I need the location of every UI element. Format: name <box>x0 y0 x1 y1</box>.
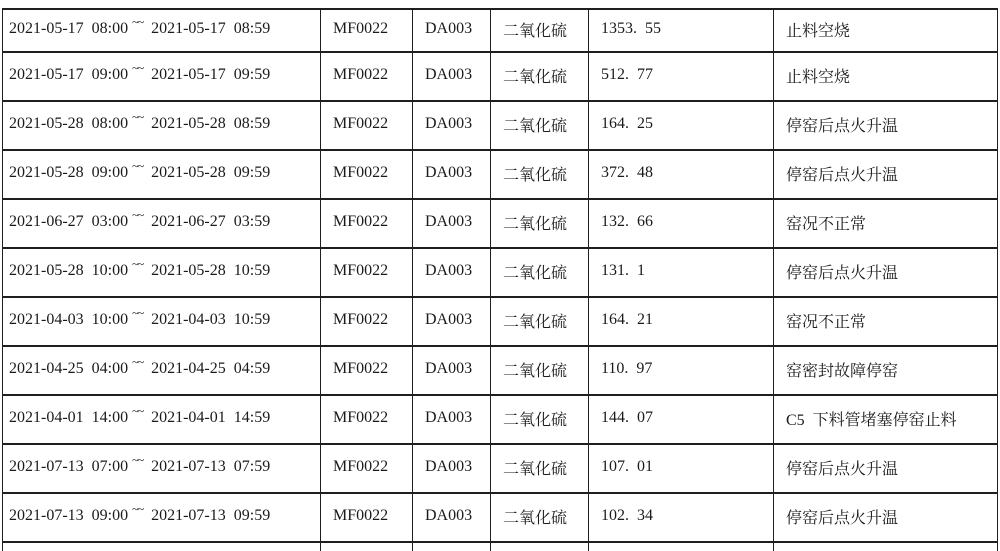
cell-device-code: DA003 <box>413 199 491 248</box>
time-range-start: 2021-04-01 14:00 <box>9 409 129 426</box>
cell-outlet-code: MF0022 <box>321 248 413 297</box>
time-range-end: 2021-06-27 03:59 <box>151 213 271 230</box>
cell-pollutant: 二氧化硫 <box>491 52 589 101</box>
cell-time-range <box>3 9 321 52</box>
cell-pollutant: 二氧化硫 <box>491 297 589 346</box>
range-tilde-icon: ~~ <box>132 306 144 320</box>
cell-value: 144. 07 <box>589 395 774 444</box>
cell-pollutant: 二氧化硫 <box>491 101 589 150</box>
cell-time-range <box>3 248 321 297</box>
cell-reason: 窑况不正常 <box>774 199 998 248</box>
cell-device-code: DA003 <box>413 395 491 444</box>
cell-outlet-code: MF0022 <box>321 444 413 493</box>
range-tilde-icon: ~~ <box>132 15 144 29</box>
time-range-start: 2021-07-13 09:00 <box>9 507 129 524</box>
cell-device-code: DA003 <box>413 248 491 297</box>
cell-time-range <box>3 444 321 493</box>
cell-pollutant: 二氧化硫 <box>491 346 589 395</box>
cell-outlet-code: MF0022 <box>321 346 413 395</box>
cell-outlet-code: MF0022 <box>321 101 413 150</box>
cell-reason: 停窑后点火升温 <box>774 150 998 199</box>
cell-outlet-code: MF0022 <box>321 9 413 52</box>
records-table <box>2 8 998 551</box>
cell-device-code: DA003 <box>413 444 491 493</box>
cell-outlet-code: MF0022 <box>321 493 413 542</box>
cell-outlet-code: MF0022 <box>321 52 413 101</box>
cell-outlet-code: MF0022 <box>321 199 413 248</box>
cell-outlet-code: MF0022 <box>321 395 413 444</box>
cell-device-code: DA003 <box>413 150 491 199</box>
cell-pollutant: 二氧化硫 <box>491 199 589 248</box>
time-range-end: 2021-05-17 08:59 <box>151 20 271 37</box>
cell-pollutant: 二氧化硫 <box>491 493 589 542</box>
cell-reason: 止料空烧 <box>774 52 998 101</box>
table-row <box>3 52 998 101</box>
cell-pollutant: 二氧化硫 <box>491 444 589 493</box>
range-tilde-icon: ~~ <box>132 453 144 467</box>
cell-outlet-code: MF0022 <box>321 150 413 199</box>
cell-value: 1353. 55 <box>589 9 774 52</box>
table-row-partial <box>3 542 998 551</box>
time-range-end: 2021-04-01 14:59 <box>151 409 271 426</box>
range-tilde-icon: ~~ <box>132 208 144 222</box>
cell-pollutant: 二氧化硫 <box>491 395 589 444</box>
cell-device-code: DA003 <box>413 9 491 52</box>
time-range-end: 2021-05-28 10:59 <box>151 262 271 279</box>
range-tilde-icon: ~~ <box>132 404 144 418</box>
cell-value: 164. 21 <box>589 297 774 346</box>
range-tilde-icon: ~~ <box>132 355 144 369</box>
time-range-start: 2021-06-27 03:00 <box>9 213 129 230</box>
cell-outlet-code: MF0022 <box>321 297 413 346</box>
time-range-end: 2021-04-25 04:59 <box>151 360 271 377</box>
time-range-start: 2021-05-17 09:00 <box>9 66 129 83</box>
cell-reason: 停窑后点火升温 <box>774 248 998 297</box>
cell-pollutant: 二氧化硫 <box>491 9 589 52</box>
cell-reason: C5 下料管堵塞停窑止料 <box>774 395 998 444</box>
cell-reason: 窑况不正常 <box>774 297 998 346</box>
cell-time-range <box>3 199 321 248</box>
cell-time-range <box>3 101 321 150</box>
cell-device-code: DA003 <box>413 346 491 395</box>
time-range-start: 2021-07-13 07:00 <box>9 458 129 475</box>
table-row <box>3 346 998 395</box>
cell-pollutant: 二氧化硫 <box>491 248 589 297</box>
time-range-start: 2021-04-03 10:00 <box>9 311 129 328</box>
cell-time-range <box>3 542 321 551</box>
cell-value: 107. 01 <box>589 444 774 493</box>
cell-value: 110. 97 <box>589 346 774 395</box>
range-tilde-icon: ~~ <box>132 61 144 75</box>
time-range-start: 2021-05-28 10:00 <box>9 262 129 279</box>
cell-value: 164. 25 <box>589 101 774 150</box>
table-row <box>3 493 998 542</box>
cell-reason: 停窑后点火升温 <box>774 101 998 150</box>
cell-time-range <box>3 493 321 542</box>
cell-time-range <box>3 346 321 395</box>
cell-value <box>589 542 774 551</box>
time-range-end: 2021-04-03 10:59 <box>151 311 271 328</box>
table-row <box>3 248 998 297</box>
time-range-end: 2021-07-13 09:59 <box>151 507 271 524</box>
table-row <box>3 199 998 248</box>
cell-pollutant: 二氧化硫 <box>491 150 589 199</box>
table-row <box>3 101 998 150</box>
cell-outlet-code <box>321 542 413 551</box>
cell-time-range <box>3 297 321 346</box>
cell-pollutant <box>491 542 589 551</box>
cell-value: 372. 48 <box>589 150 774 199</box>
table-row <box>3 444 998 493</box>
cell-value: 132. 66 <box>589 199 774 248</box>
cell-value: 512. 77 <box>589 52 774 101</box>
cell-reason: 止料空烧 <box>774 9 998 52</box>
cell-device-code <box>413 542 491 551</box>
table-row <box>3 150 998 199</box>
cell-time-range <box>3 52 321 101</box>
cell-device-code: DA003 <box>413 297 491 346</box>
range-tilde-icon: ~~ <box>132 159 144 173</box>
time-range-end: 2021-05-17 09:59 <box>151 66 271 83</box>
time-range-start: 2021-05-28 09:00 <box>9 164 129 181</box>
cell-reason: 停窑后点火升温 <box>774 493 998 542</box>
time-range-start: 2021-05-28 08:00 <box>9 115 129 132</box>
cell-reason: 停窑后点火升温 <box>774 444 998 493</box>
table-row <box>3 395 998 444</box>
range-tilde-icon: ~~ <box>132 257 144 271</box>
time-range-end: 2021-05-28 08:59 <box>151 115 271 132</box>
time-range-end: 2021-05-28 09:59 <box>151 164 271 181</box>
range-tilde-icon: ~~ <box>132 502 144 516</box>
cell-value: 131. 1 <box>589 248 774 297</box>
cell-device-code: DA003 <box>413 101 491 150</box>
cell-device-code: DA003 <box>413 493 491 542</box>
cell-reason: 窑密封故障停窑 <box>774 346 998 395</box>
time-range-start: 2021-05-17 08:00 <box>9 20 129 37</box>
cell-value: 102. 34 <box>589 493 774 542</box>
cell-time-range <box>3 150 321 199</box>
table-row <box>3 297 998 346</box>
cell-reason <box>774 542 998 551</box>
cell-device-code: DA003 <box>413 52 491 101</box>
records-table-body <box>3 9 998 551</box>
range-tilde-icon: ~~ <box>132 110 144 124</box>
table-row <box>3 9 998 52</box>
time-range-start: 2021-04-25 04:00 <box>9 360 129 377</box>
cell-time-range <box>3 395 321 444</box>
time-range-end: 2021-07-13 07:59 <box>151 458 271 475</box>
